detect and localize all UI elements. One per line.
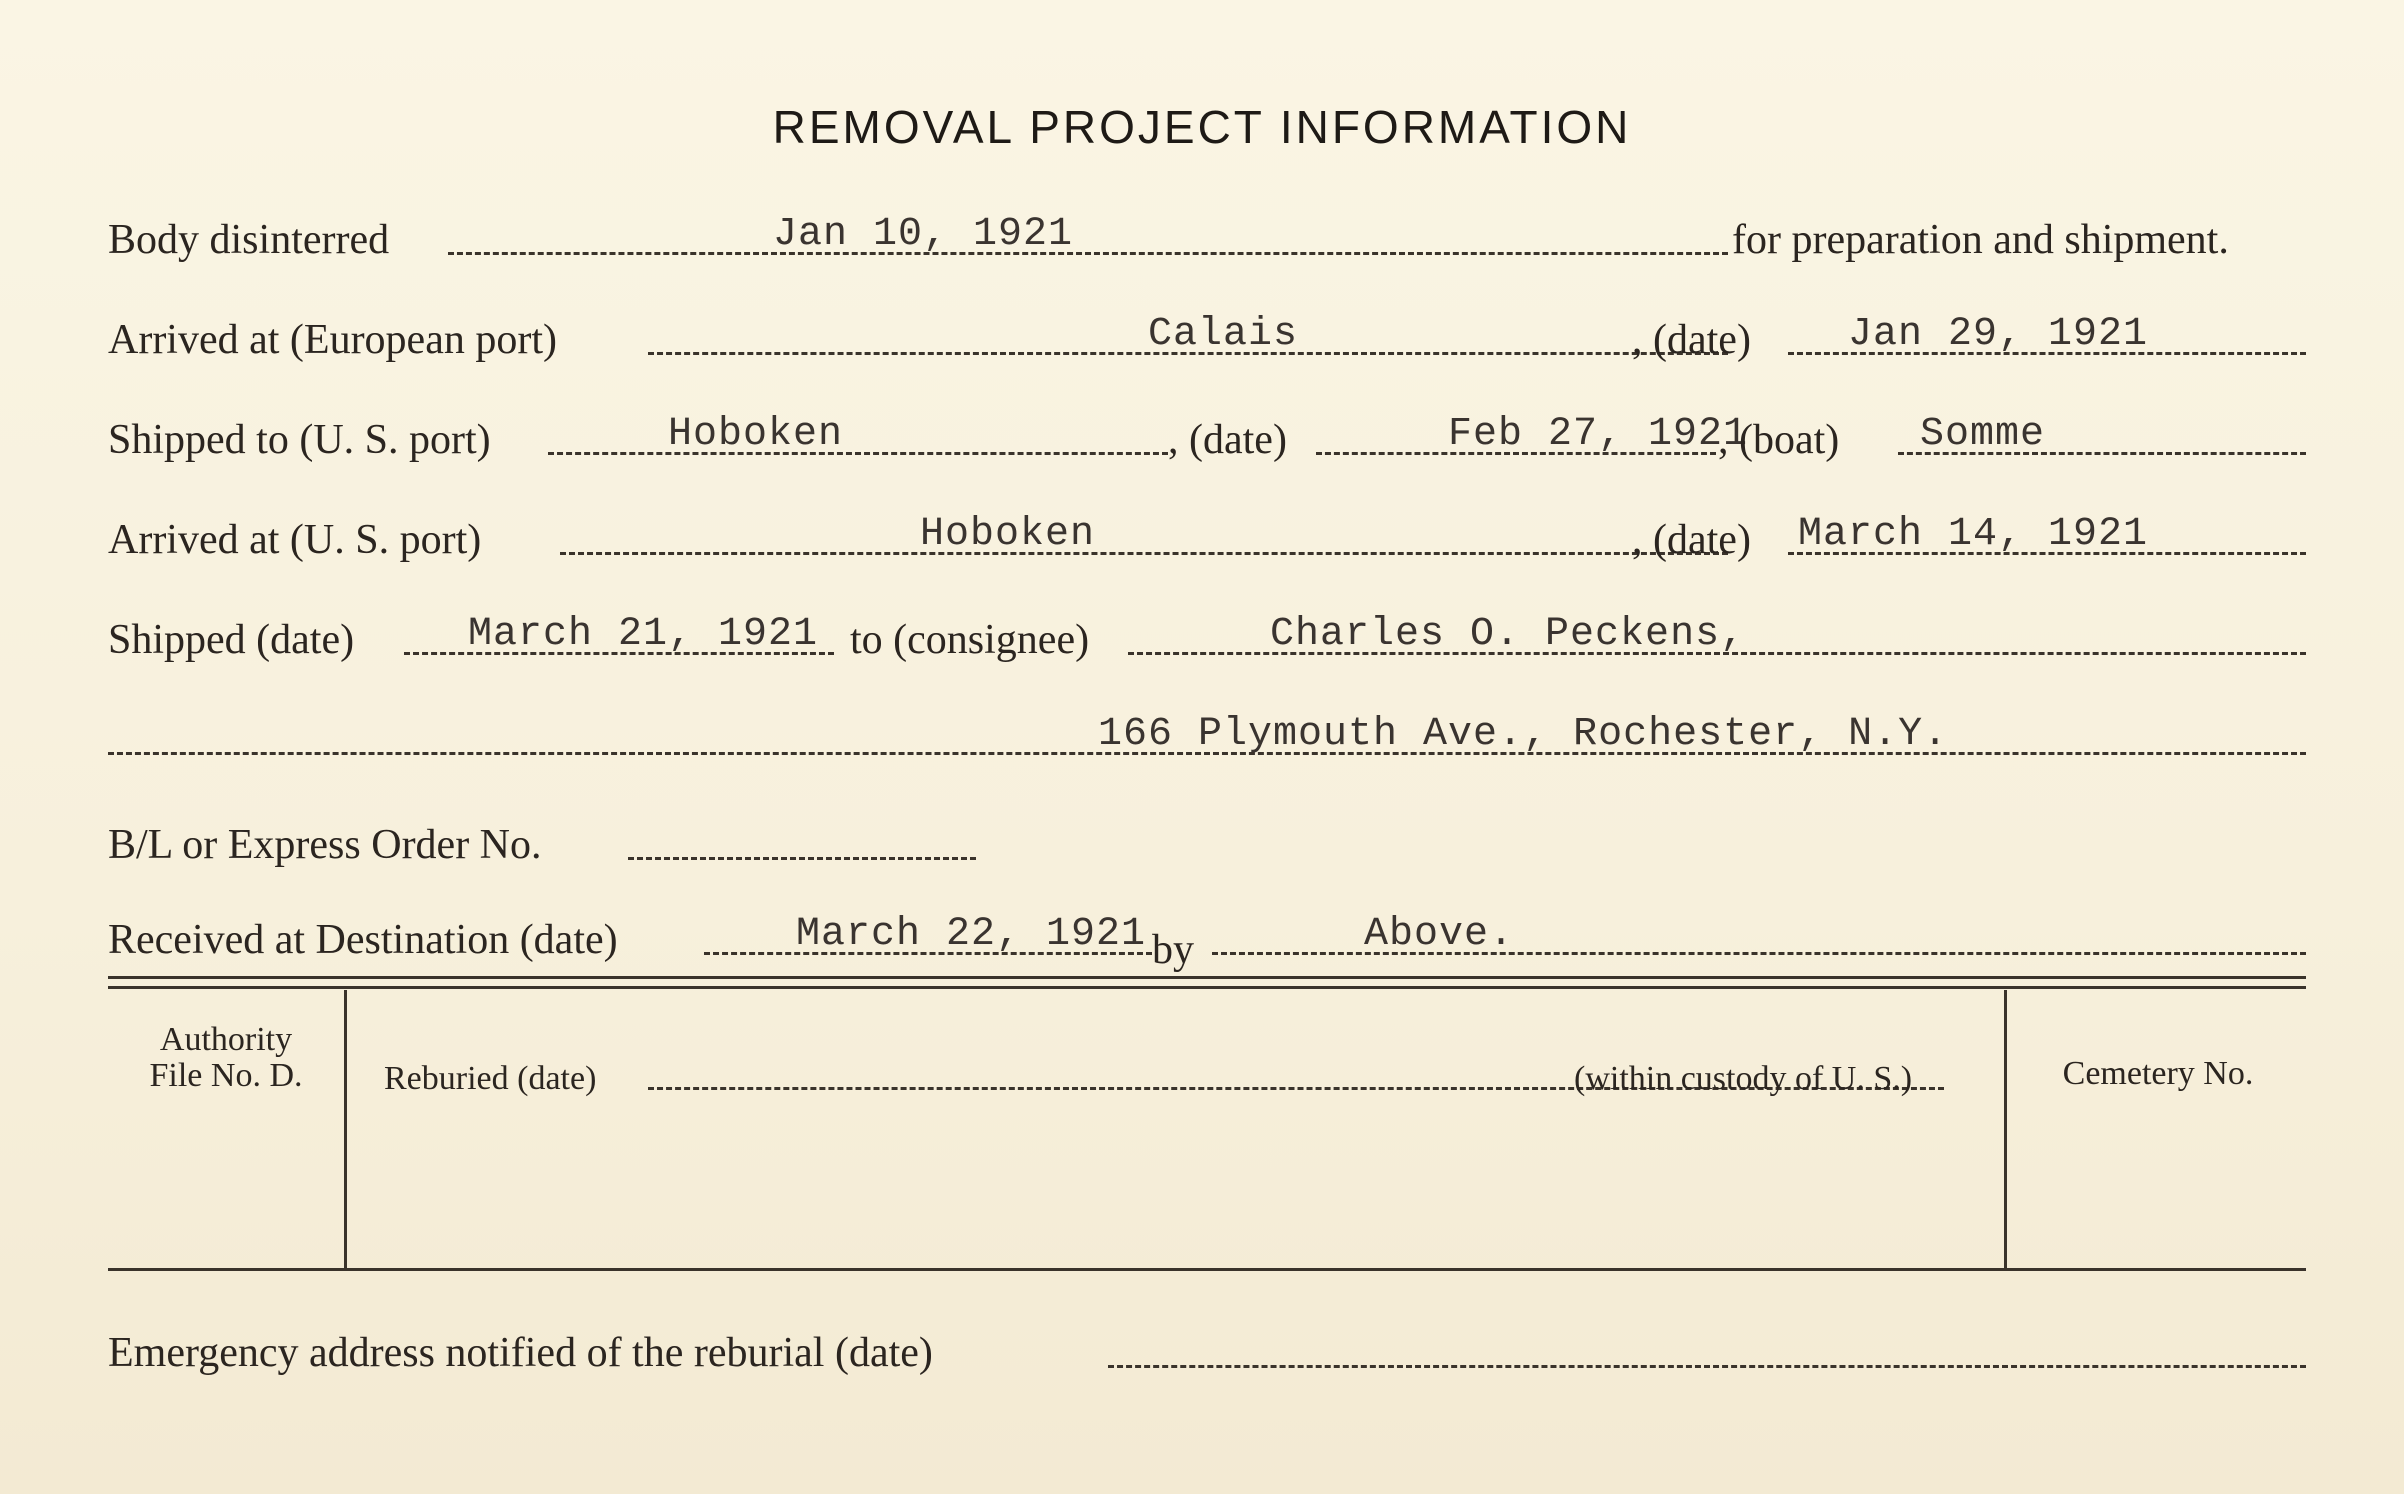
table-top-rule-2 [108,986,2306,989]
row-body-disinterred [108,205,2306,275]
row-bl-express [108,810,2306,880]
shipped-boat-label: , (boat) [1718,417,1840,463]
reburied-label: Reburied (date) [384,1060,597,1097]
body-disinterred-suffix: for preparation and shipment. [1732,217,2229,263]
shipped-us-port-line [548,452,1168,455]
row-received [108,905,2306,975]
shipped-date-label: Shipped (date) [108,617,355,663]
body-disinterred-label: Body disinterred [108,217,390,263]
card-title: REMOVAL PROJECT INFORMATION [772,101,1632,153]
body-disinterred-line [448,252,1728,255]
shipped-us-port-label: Shipped to (U. S. port) [108,417,491,463]
table-divider-left [344,990,347,1268]
consignee-value[interactable]: Charles O. Peckens, [1270,612,1746,657]
row-address [108,705,2306,775]
row-shipped-us-port [108,405,2306,475]
bl-express-line [628,857,976,860]
row-emergency [108,1318,2306,1388]
shipped-us-date-label: , (date) [1168,417,1287,463]
arrived-us-port-line [560,552,1728,555]
arrived-european-date-label: , (date) [1632,317,1751,363]
authority-label-line1: Authority [159,1021,293,1058]
received-by-label: by [1152,927,1194,973]
arrived-european-port-label: Arrived at (European port) [108,317,557,363]
authority-label [126,1022,326,1093]
shipped-date-value[interactable]: March 21, 1921 [468,612,819,657]
arrived-european-port-value[interactable]: Calais [1148,312,1299,357]
reburied-suffix: (within custody of U. S.) [1574,1060,1913,1097]
received-date-value[interactable]: March 22, 1921 [796,912,1147,957]
row-arrived-european-port [108,305,2306,375]
shipped-us-date-value[interactable]: Feb 27, 1921 [1448,412,1749,457]
arrived-us-date-value[interactable]: March 14, 1921 [1798,512,2149,557]
table-bottom-rule [108,1268,2306,1271]
row-arrived-us-port [108,505,2306,575]
row-reburied [384,1040,1984,1110]
arrived-european-date-value[interactable]: Jan 29, 1921 [1848,312,2149,357]
cemetery-label: Cemetery No. [2062,1055,2254,1092]
authority-label-line2: File No. D. [149,1056,303,1094]
shipped-us-port-value[interactable]: Hoboken [668,412,844,457]
row-shipped [108,605,2306,675]
bl-express-label: B/L or Express Order No. [108,822,542,868]
emergency-label: Emergency address notified of the reburial (date) [108,1330,933,1376]
address-value[interactable]: 166 Plymouth Ave., Rochester, N.Y. [1098,712,1949,757]
received-label: Received at Destination (date) [108,917,618,963]
consignee-label: to (consignee) [850,617,1090,663]
emergency-line [1108,1365,2306,1368]
arrived-us-date-label: , (date) [1632,517,1751,563]
received-by-value[interactable]: Above. [1364,912,1515,957]
table-divider-right [2004,990,2007,1268]
arrived-us-port-value[interactable]: Hoboken [920,512,1096,557]
body-disinterred-value[interactable]: Jan 10, 1921 [773,212,1074,257]
shipped-boat-value[interactable]: Somme [1920,412,2046,457]
arrived-us-port-label: Arrived at (U. S. port) [108,517,482,563]
table-top-rule [108,976,2306,979]
